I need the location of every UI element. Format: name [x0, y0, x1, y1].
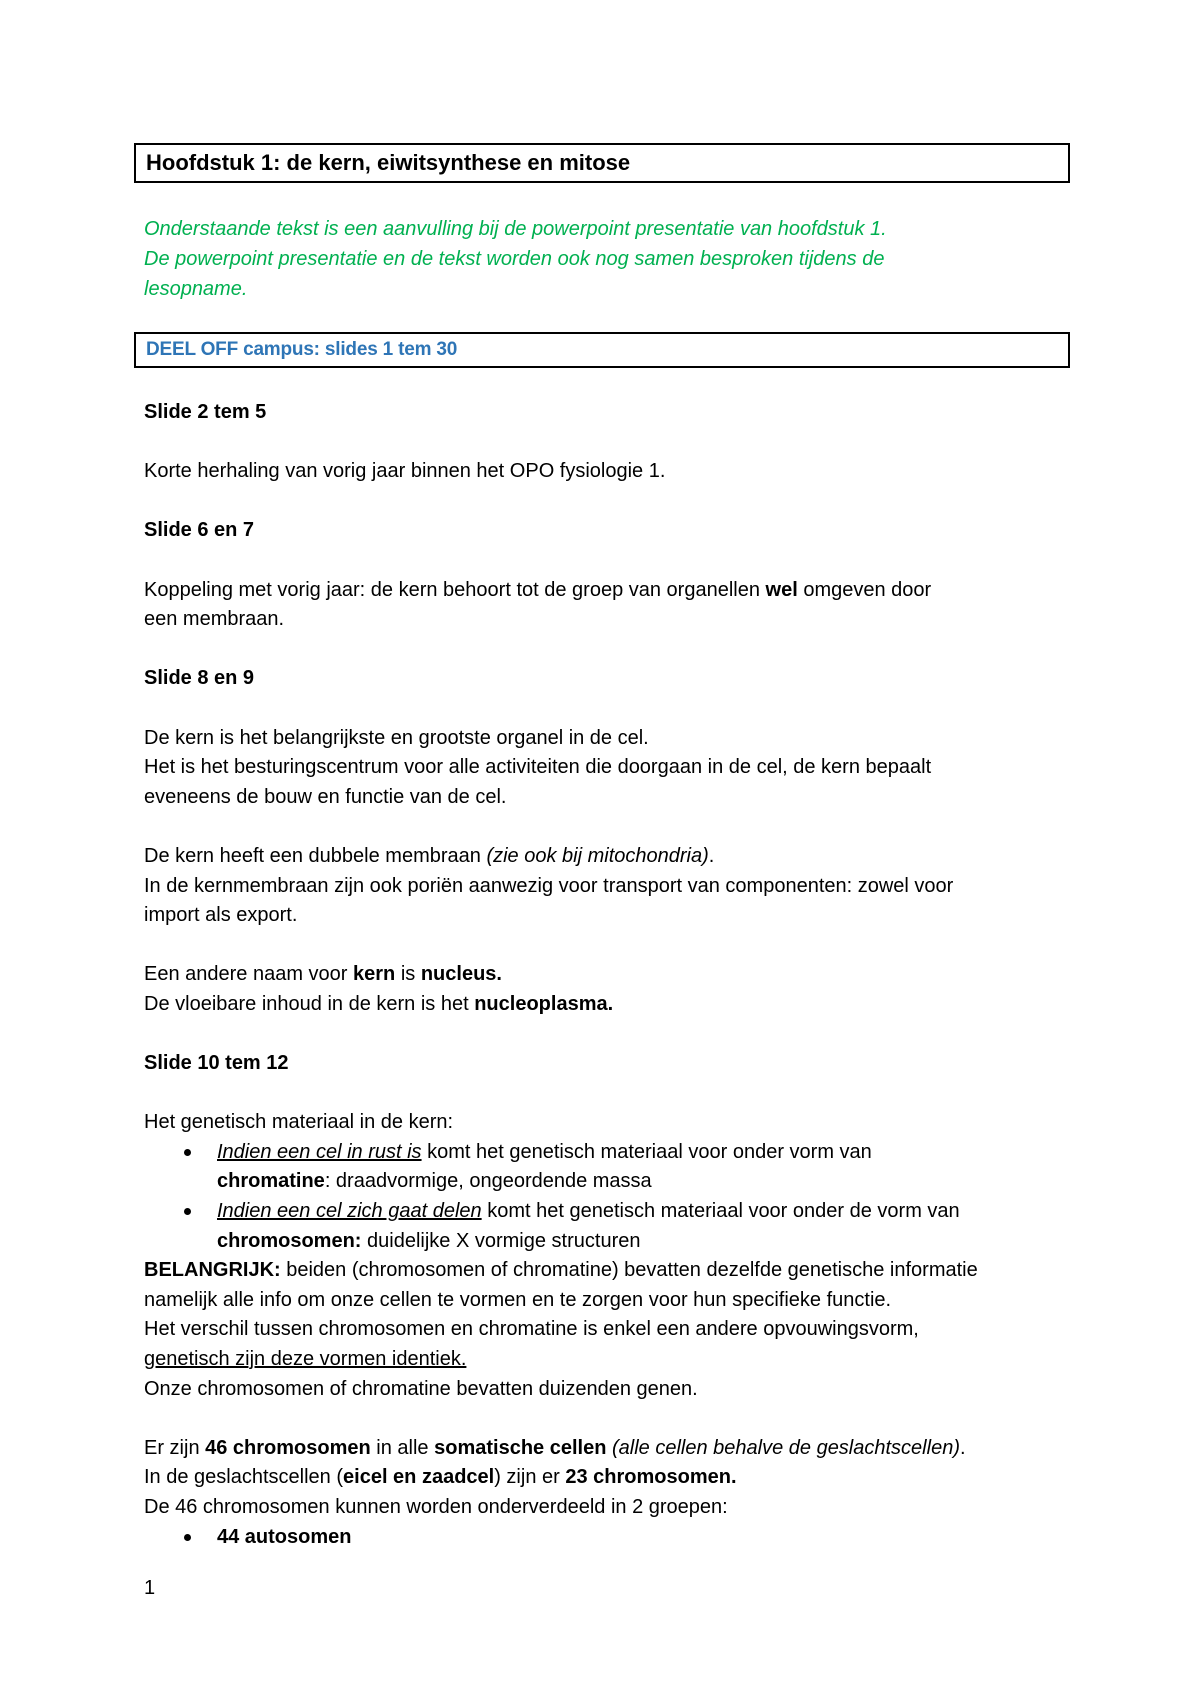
- paragraph-line: Een andere naam voor kern is nucleus.: [144, 963, 502, 986]
- paragraph-line: Het genetisch materiaal in de kern:: [144, 1111, 454, 1134]
- list-item: Indien een cel zich gaat delen komt het genetisch materiaal voor onder de vorm van: [144, 1197, 1074, 1227]
- bullet-icon: [184, 1149, 191, 1156]
- intro-line: Onderstaande tekst is een aanvulling bij de powerpoint presentatie van hoofdstuk 1.: [144, 218, 887, 240]
- paragraph-line: een membraan.: [144, 608, 285, 631]
- paragraph-line: namelijk alle info om onze cellen te vormen en te zorgen voor hun specifieke functie.: [144, 1288, 892, 1311]
- section-heading: Slide 8 en 9: [144, 667, 255, 690]
- list-item: Indien een cel in rust is komt het genetisch materiaal voor onder vorm van: [144, 1138, 1074, 1168]
- section-heading: Slide 6 en 7: [144, 519, 255, 542]
- paragraph-line: De kern is het belangrijkste en grootste organel in de cel.: [144, 726, 649, 749]
- paragraph-line: De vloeibare inhoud in de kern is het nucleoplasma.: [144, 992, 614, 1015]
- page-number: 1: [144, 1577, 156, 1599]
- intro-line: lesopname.: [144, 278, 248, 300]
- paragraph-line: In de geslachtscellen (eicel en zaadcel) zijn er 23 chromosomen.: [144, 1466, 737, 1489]
- section-heading: Slide 10 tem 12: [144, 1052, 289, 1075]
- intro-note: [144, 214, 1044, 304]
- part-title-box: [134, 332, 1070, 368]
- paragraph-line: Het verschil tussen chromosomen en chromatine is enkel een andere opvouwingsvorm,: [144, 1318, 919, 1341]
- chapter-title: Hoofdstuk 1: de kern, eiwitsynthese en mitose: [146, 150, 631, 175]
- chapter-title-box: [134, 143, 1070, 183]
- part-title: DEEL OFF campus: slides 1 tem 30: [146, 339, 458, 360]
- paragraph-line: genetisch zijn deze vormen identiek.: [144, 1348, 467, 1370]
- paragraph-line: In de kernmembraan zijn ook poriën aanwezig voor transport van componenten: zowel voor: [144, 874, 954, 897]
- paragraph-line: De 46 chromosomen kunnen worden onderverdeeld in 2 groepen:: [144, 1495, 728, 1518]
- bullet-icon: [184, 1534, 191, 1541]
- list-item-continuation: chromatine: draadvormige, ongeordende massa: [217, 1170, 652, 1193]
- paragraph-line: eveneens de bouw en functie van de cel.: [144, 785, 507, 808]
- list-item: 44 autosomen: [144, 1523, 1074, 1553]
- list-item-continuation: chromosomen: duidelijke X vormige structuren: [217, 1229, 641, 1252]
- paragraph-line: Koppeling met vorig jaar: de kern behoort tot de groep van organellen wel omgeven door: [144, 578, 932, 601]
- intro-line: De powerpoint presentatie en de tekst worden ook nog samen besproken tijdens de: [144, 248, 885, 270]
- paragraph-line: Het is het besturingscentrum voor alle activiteiten die doorgaan in de cel, de kern bepaalt: [144, 756, 932, 779]
- section-heading: Slide 2 tem 5: [144, 401, 267, 423]
- bullet-icon: [184, 1208, 191, 1215]
- paragraph-line: De kern heeft een dubbele membraan (zie ook bij mitochondria).: [144, 844, 715, 867]
- paragraph-line: Er zijn 46 chromosomen in alle somatische cellen (alle cellen behalve de geslachtscellen).: [144, 1436, 966, 1459]
- paragraph-line: BELANGRIJK: beiden (chromosomen of chromatine) bevatten dezelfde genetische informatie: [144, 1259, 978, 1282]
- paragraph-line: import als export.: [144, 904, 298, 927]
- document-body: [144, 398, 1074, 1552]
- paragraph-line: Onze chromosomen of chromatine bevatten duizenden genen.: [144, 1377, 698, 1400]
- paragraph: Korte herhaling van vorig jaar binnen het OPO fysiologie 1.: [144, 460, 666, 483]
